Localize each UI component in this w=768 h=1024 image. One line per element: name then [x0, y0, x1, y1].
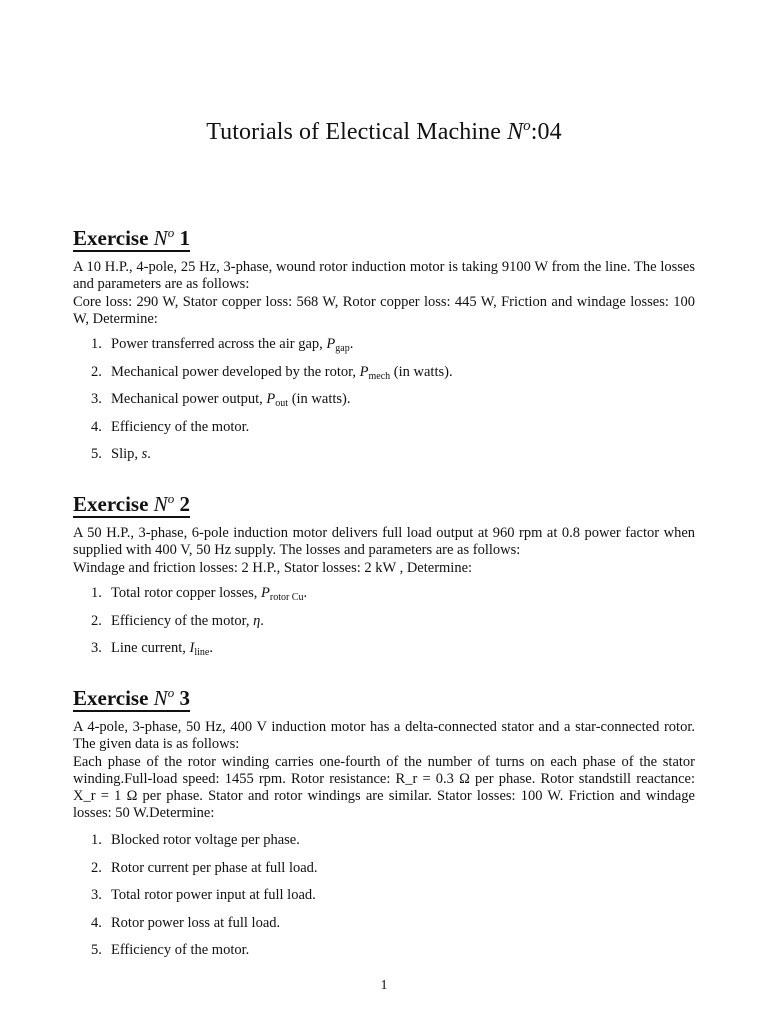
item-number: 3.	[91, 887, 102, 903]
exercise-1-heading	[73, 221, 190, 252]
item-end: .	[303, 585, 308, 601]
item-text: Rotor power loss at full load.	[111, 914, 281, 931]
item-number: 5.	[91, 446, 102, 462]
item-text: Slip,	[111, 446, 142, 462]
exercise-label: Exercise	[73, 226, 154, 250]
list-item	[73, 832, 695, 860]
item-symbol: P	[326, 336, 336, 352]
exercise-1-questions	[73, 336, 695, 474]
exercise-2-questions	[73, 585, 695, 668]
list-item	[73, 942, 695, 970]
list-item	[73, 860, 695, 888]
item-end: .	[209, 640, 213, 656]
list-item	[73, 887, 695, 915]
item-text: Blocked rotor voltage per phase.	[111, 832, 300, 848]
exercise-1-statement	[73, 259, 695, 328]
item-subscript: gap	[335, 343, 350, 354]
item-symbol: I	[189, 640, 195, 656]
item-subscript: line	[194, 647, 210, 658]
item-end: .	[260, 612, 264, 629]
item-symbol: P	[266, 391, 276, 407]
list-item	[73, 585, 695, 613]
exercise-no-symbol: N	[153, 226, 168, 250]
item-subscript: out	[275, 398, 289, 409]
exercise-number: 3	[174, 686, 190, 710]
item-symbol: η	[253, 612, 261, 629]
item-number: 1.	[91, 336, 102, 352]
paragraph: A 10 H.P., 4-pole, 25 Hz, 3-phase, wound rotor induction motor is taking 9100 W from the line. The losses and parameters are as follows:	[73, 259, 695, 293]
item-text: Efficiency of the motor.	[111, 418, 250, 435]
title-no-symbol: N	[507, 119, 524, 145]
title-number: :04	[530, 119, 562, 145]
exercise-3-statement	[73, 719, 695, 823]
exercise-number: 2	[174, 492, 190, 516]
paragraph: Core loss: 290 W, Stator copper loss: 568 W, Rotor copper loss: 445 W, Friction and windage losses: 100 W, Determine:	[73, 293, 695, 327]
item-symbol: s	[141, 446, 148, 462]
item-text: Total rotor power input at full load.	[111, 887, 316, 903]
item-subscript: rotor Cu	[269, 592, 304, 603]
exercise-no-symbol: N	[153, 686, 168, 710]
title-superscript: o	[523, 118, 531, 134]
title-text: Tutorials of Electical Machine	[206, 119, 508, 145]
item-text: Line current,	[111, 640, 190, 656]
list-item	[73, 336, 695, 364]
item-number: 2.	[91, 363, 102, 380]
item-number: 1.	[91, 832, 102, 848]
item-number: 4.	[91, 914, 102, 931]
item-subscript: mech	[368, 370, 391, 382]
item-number: 1.	[91, 585, 102, 601]
item-number: 3.	[91, 640, 102, 656]
exercise-superscript: o	[167, 685, 175, 700]
item-end: .	[147, 446, 151, 462]
list-item	[73, 391, 695, 419]
exercise-2-statement	[73, 525, 695, 577]
list-item	[73, 364, 695, 392]
paragraph: Each phase of the rotor winding carries one-fourth of the number of turns on each phase of the stator winding.Full-load speed: 1455 rpm. Rotor resistance: R_r = 0.3 Ω per phase. Rotor standstill reactance: X_r = 1 Ω per phase. Stator and rotor windings are similar. Stator losses: 100 W. Friction and windage losses: 50 W.Determine:	[73, 753, 695, 822]
item-text: Efficiency of the motor.	[111, 942, 250, 958]
item-number: 2.	[91, 612, 102, 629]
exercise-2-heading	[73, 487, 190, 518]
item-text: Power transferred across the air gap,	[111, 336, 327, 352]
page-title	[0, 118, 768, 146]
exercise-superscript: o	[167, 491, 175, 506]
item-symbol: P	[359, 363, 369, 380]
list-item	[73, 419, 695, 447]
item-text: Rotor current per phase at full load.	[111, 859, 318, 876]
item-number: 4.	[91, 418, 102, 435]
list-item	[73, 446, 695, 474]
item-number: 3.	[91, 391, 102, 407]
item-end: (in watts).	[288, 391, 351, 407]
item-end: .	[349, 336, 354, 352]
exercise-no-symbol: N	[153, 492, 168, 516]
item-symbol: P	[261, 585, 270, 601]
list-item	[73, 613, 695, 641]
exercise-superscript: o	[167, 225, 175, 240]
item-end: (in watts).	[390, 363, 453, 380]
item-text: Mechanical power output,	[111, 391, 267, 407]
item-number: 5.	[91, 942, 102, 958]
exercise-label: Exercise	[73, 492, 154, 516]
item-number: 2.	[91, 859, 102, 876]
exercise-3-questions	[73, 832, 695, 970]
exercise-3-heading	[73, 681, 190, 712]
list-item	[73, 915, 695, 943]
paragraph: A 4-pole, 3-phase, 50 Hz, 400 V induction motor has a delta-connected stator and a star-connected rotor. The given data is as follows:	[73, 719, 695, 753]
item-text: Efficiency of the motor,	[111, 612, 254, 629]
exercise-number: 1	[174, 226, 190, 250]
exercise-label: Exercise	[73, 686, 154, 710]
page-number: 1	[380, 978, 388, 993]
paragraph: A 50 H.P., 3-phase, 6-pole induction motor delivers full load output at 960 rpm at 0.8 power factor when supplied with 400 V, 50 Hz supply. The losses and parameters are as follows:	[73, 525, 695, 559]
list-item	[73, 640, 695, 668]
item-text: Mechanical power developed by the rotor,	[111, 363, 360, 380]
item-text: Total rotor copper losses,	[111, 585, 261, 601]
paragraph: Windage and friction losses: 2 H.P., Stator losses: 2 kW , Determine:	[73, 559, 473, 576]
